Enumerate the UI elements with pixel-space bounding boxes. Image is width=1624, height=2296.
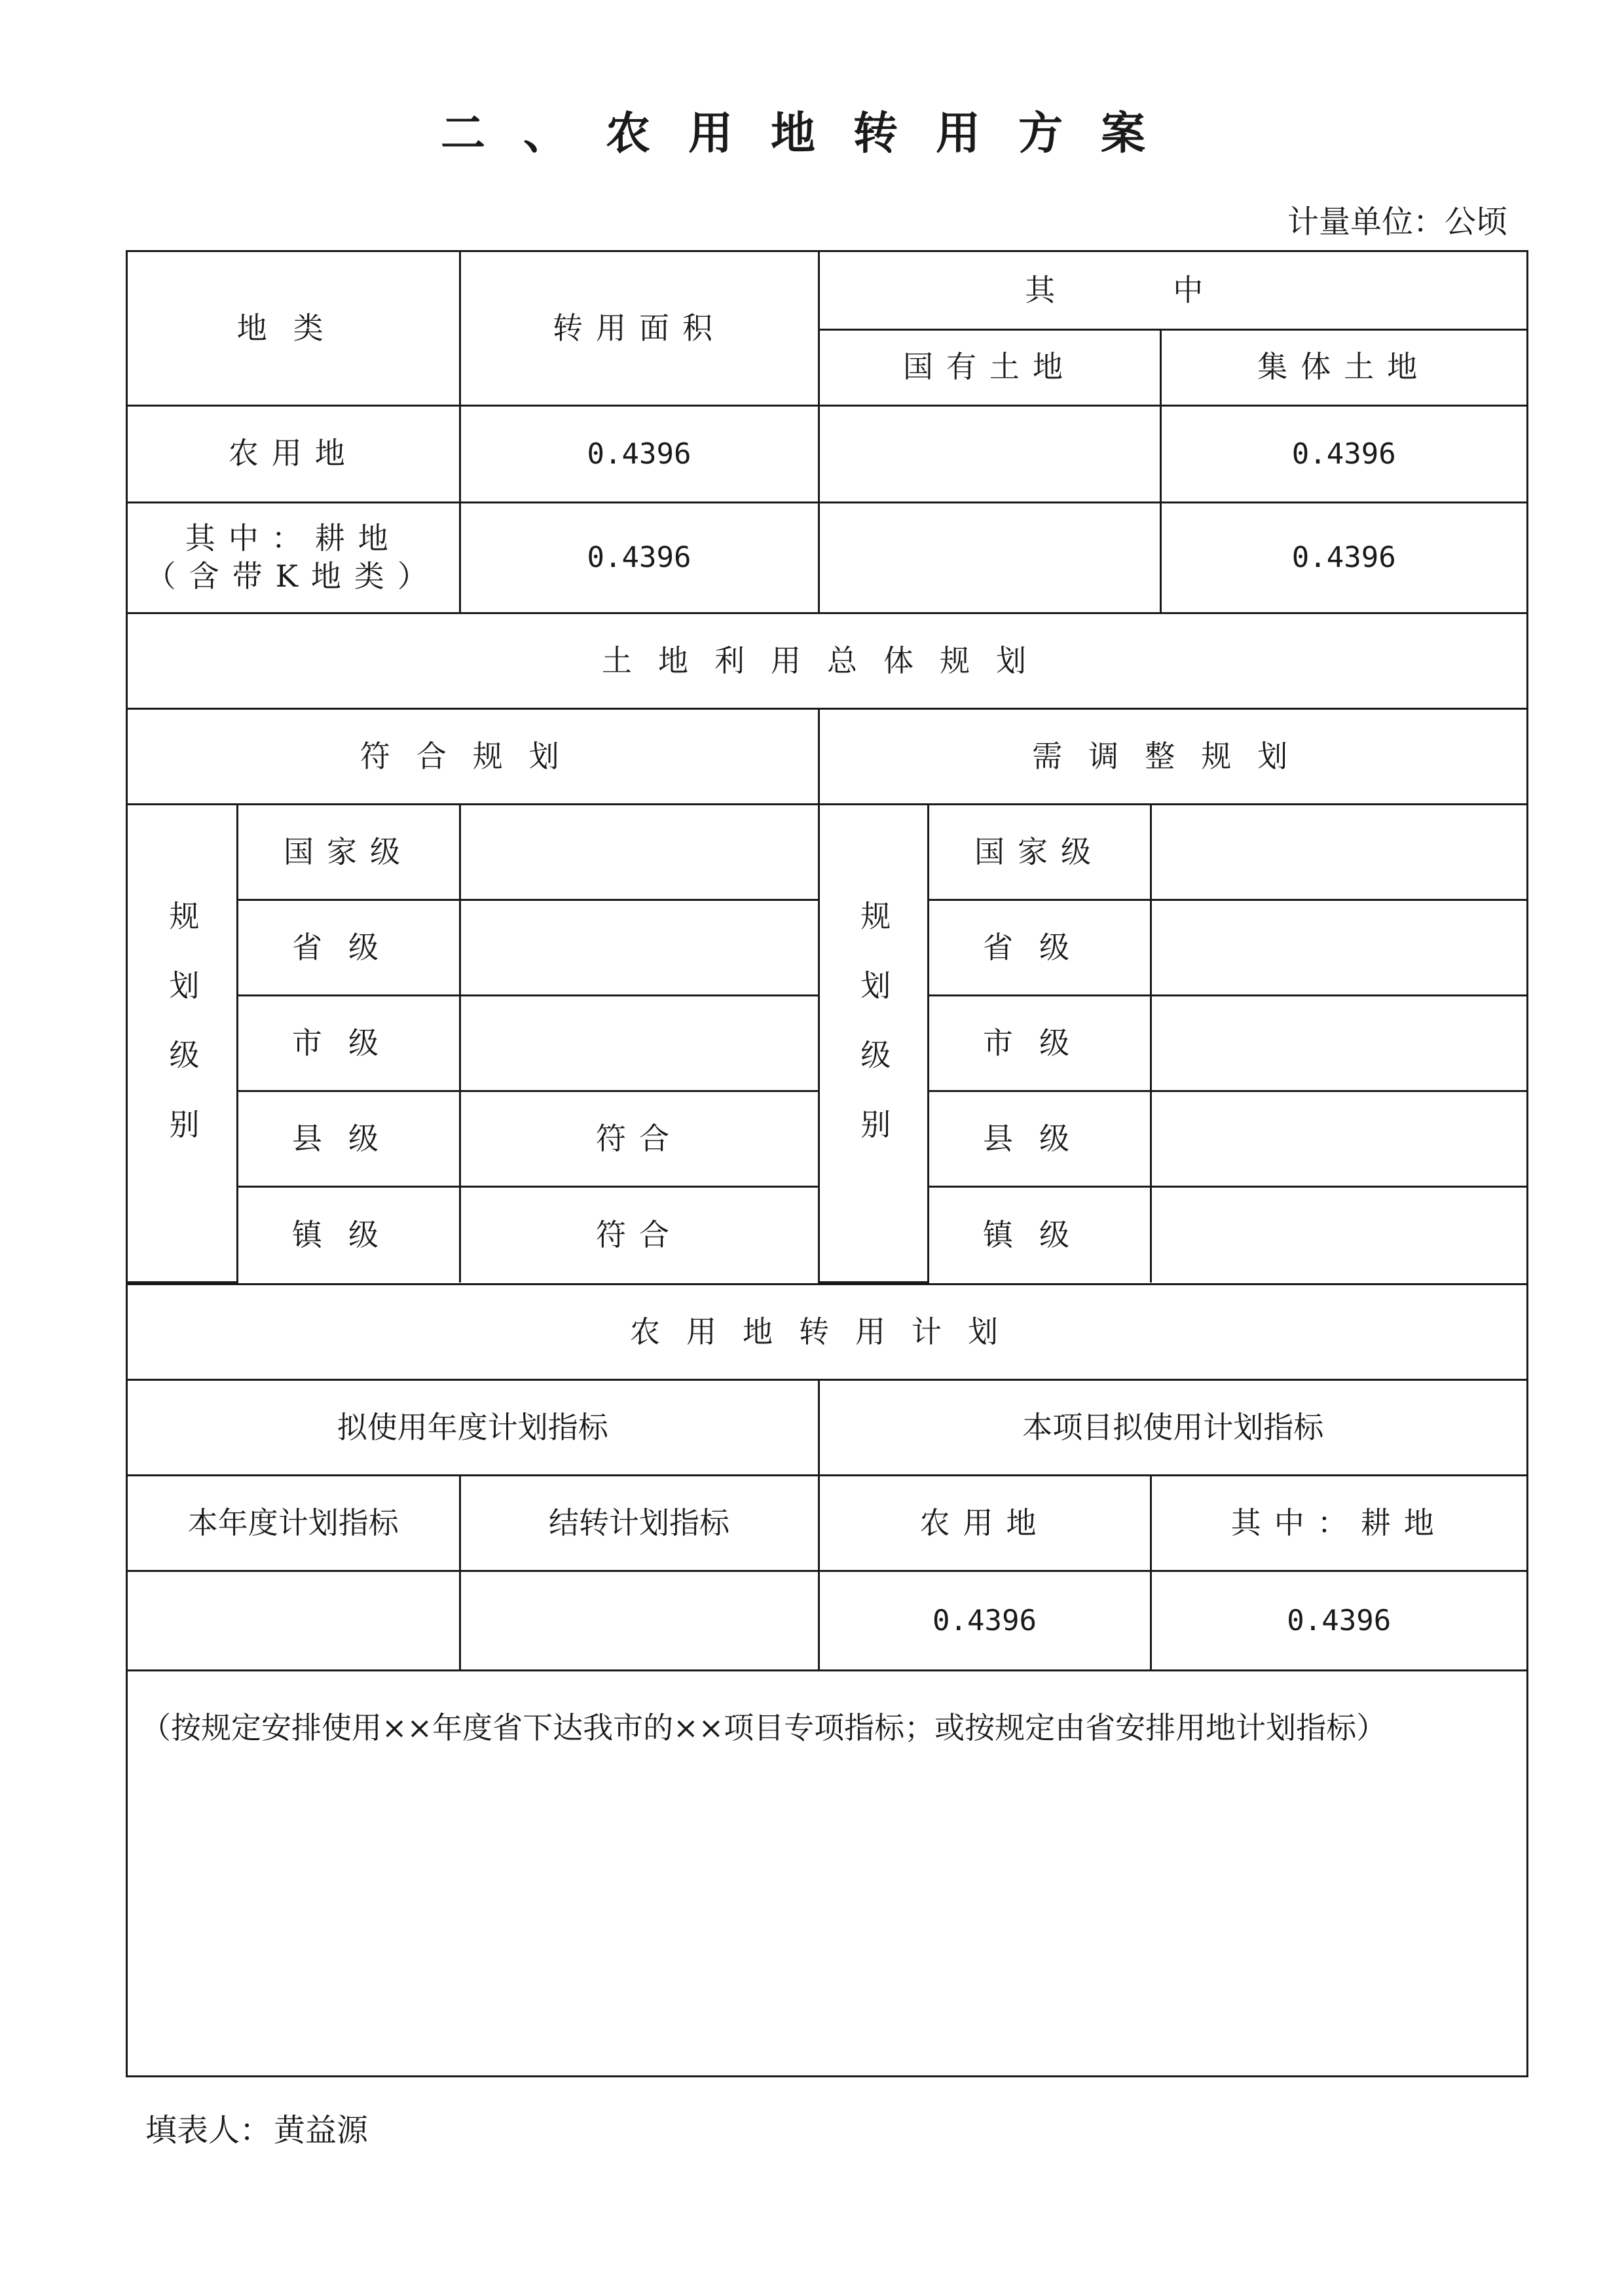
header-among: 其中 xyxy=(819,252,1526,329)
row-state xyxy=(819,502,1160,612)
adjust-header: 需调整规划 xyxy=(819,709,1526,805)
land-type-table xyxy=(128,252,1526,612)
adjust-value xyxy=(1151,1187,1526,1283)
filler-label: 填表人： xyxy=(145,2112,272,2149)
quota-note: （按规定安排使用××年度省下达我市的××项目专项指标；或按规定由省安排用地计划指标） xyxy=(128,1671,1526,2075)
conform-value xyxy=(460,900,819,996)
row-area: 0.4396 xyxy=(460,502,819,612)
header-land-type: 地类 xyxy=(128,252,460,405)
row-label xyxy=(128,502,460,612)
level-group-right xyxy=(819,805,928,1283)
level-group-label: 规划级别 xyxy=(856,900,892,1178)
header-area: 转用面积 xyxy=(460,252,819,405)
level-label: 国家级 xyxy=(237,805,460,900)
quota-value: 0.4396 xyxy=(819,1571,1151,1671)
conform-value: 符合 xyxy=(460,1187,819,1283)
level-label: 国家级 xyxy=(928,805,1151,900)
quota-value: 0.4396 xyxy=(1151,1571,1526,1671)
row-collective: 0.4396 xyxy=(1160,405,1526,502)
level-label: 镇级 xyxy=(928,1187,1151,1283)
project-quota-header: 本项目拟使用计划指标 xyxy=(819,1380,1526,1476)
conform-value: 符合 xyxy=(460,1091,819,1187)
farmland-header: 农用地 xyxy=(819,1476,1151,1571)
level-label: 市级 xyxy=(237,996,460,1091)
conversion-plan-table xyxy=(126,250,1528,2077)
form-filler xyxy=(145,2105,368,2150)
row-state xyxy=(819,405,1160,502)
carryover-header: 结转计划指标 xyxy=(460,1476,819,1571)
header-collective-land: 集体土地 xyxy=(1160,329,1526,405)
page-title: 二、农用地转用方案 xyxy=(440,107,1183,160)
annual-quota-header: 拟使用年度计划指标 xyxy=(128,1380,819,1476)
row-label-line2: （含带K地类） xyxy=(145,558,441,594)
level-label: 县级 xyxy=(237,1091,460,1187)
planning-section-title: 土地利用总体规划 xyxy=(128,613,1526,709)
adjust-value xyxy=(1151,805,1526,900)
row-label: 农用地 xyxy=(128,405,460,502)
row-label-line1: 其中：耕地 xyxy=(185,520,401,556)
adjust-value xyxy=(1151,996,1526,1091)
header-state-land: 国有土地 xyxy=(819,329,1160,405)
unit-label: 计量单位：公顷 xyxy=(1287,204,1507,240)
filler-name: 黄益源 xyxy=(274,2112,369,2149)
quota-value xyxy=(460,1571,819,1671)
quota-table xyxy=(128,1283,1526,2075)
level-group-left xyxy=(128,805,237,1283)
row-area: 0.4396 xyxy=(460,405,819,502)
conform-value xyxy=(460,805,819,900)
quota-value xyxy=(128,1571,460,1671)
level-label: 县级 xyxy=(928,1091,1151,1187)
conform-header: 符合规划 xyxy=(128,709,819,805)
planning-table xyxy=(128,612,1526,1283)
this-year-header: 本年度计划指标 xyxy=(128,1476,460,1571)
adjust-value xyxy=(1151,900,1526,996)
adjust-value xyxy=(1151,1091,1526,1187)
level-label: 镇级 xyxy=(237,1187,460,1283)
conform-value xyxy=(460,996,819,1091)
level-group-label: 规划级别 xyxy=(164,900,200,1178)
level-label: 省级 xyxy=(237,900,460,996)
level-label: 省级 xyxy=(928,900,1151,996)
quota-section-title: 农用地转用计划 xyxy=(128,1285,1526,1380)
row-collective: 0.4396 xyxy=(1160,502,1526,612)
cultivated-header: 其中：耕地 xyxy=(1151,1476,1526,1571)
level-label: 市级 xyxy=(928,996,1151,1091)
